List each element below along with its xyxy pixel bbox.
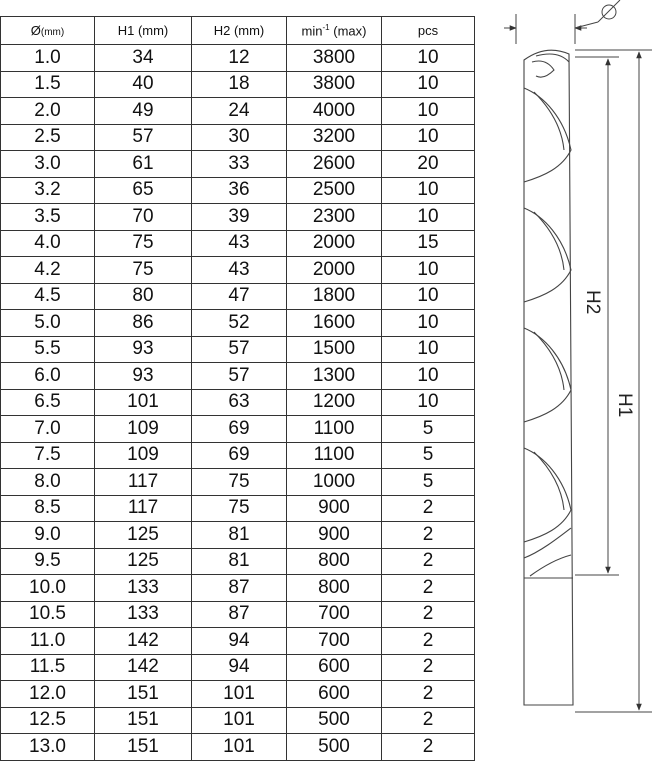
cell-h2: 57	[192, 336, 287, 363]
cell-h2: 81	[192, 522, 287, 549]
table-row	[1, 469, 475, 496]
cell-pcs: 10	[382, 98, 475, 125]
cell-diameter: 3.2	[1, 177, 95, 204]
cell-diameter: 3.0	[1, 151, 95, 178]
table-row	[1, 416, 475, 443]
cell-h2: 94	[192, 654, 287, 681]
cell-h2: 63	[192, 389, 287, 416]
header-h1: H1 (mm)	[95, 17, 192, 45]
table-row	[1, 124, 475, 151]
diameter-unit: (mm)	[40, 27, 65, 38]
drill-spec-table	[0, 16, 475, 761]
table-row	[1, 628, 475, 655]
cell-pcs: 2	[382, 575, 475, 602]
cell-h2: 43	[192, 257, 287, 284]
cell-h2: 69	[192, 442, 287, 469]
table-body	[1, 45, 475, 761]
cell-speed: 1100	[287, 416, 382, 443]
cell-pcs: 2	[382, 707, 475, 734]
cell-speed: 1500	[287, 336, 382, 363]
cell-h2: 33	[192, 151, 287, 178]
cell-diameter: 7.0	[1, 416, 95, 443]
table-row	[1, 230, 475, 257]
cell-h1: 117	[95, 469, 192, 496]
h1-dimension	[575, 50, 652, 712]
h2-dimension	[575, 57, 619, 575]
cell-h1: 57	[95, 124, 192, 151]
cell-h1: 93	[95, 336, 192, 363]
cell-h1: 75	[95, 230, 192, 257]
cell-diameter: 4.5	[1, 283, 95, 310]
table-row	[1, 575, 475, 602]
cell-diameter: 6.0	[1, 363, 95, 390]
table-row	[1, 257, 475, 284]
cell-diameter: 13.0	[1, 734, 95, 761]
cell-speed: 1000	[287, 469, 382, 496]
cell-speed: 900	[287, 522, 382, 549]
cell-pcs: 10	[382, 336, 475, 363]
cell-pcs: 10	[382, 177, 475, 204]
cell-pcs: 10	[382, 71, 475, 98]
cell-pcs: 2	[382, 601, 475, 628]
table-row	[1, 336, 475, 363]
cell-pcs: 10	[382, 389, 475, 416]
header-diameter	[1, 17, 95, 45]
cell-pcs: 10	[382, 257, 475, 284]
table-row	[1, 363, 475, 390]
cell-pcs: 2	[382, 522, 475, 549]
cell-h1: 151	[95, 734, 192, 761]
cell-diameter: 9.5	[1, 548, 95, 575]
cell-diameter: 2.0	[1, 98, 95, 125]
cell-h2: 57	[192, 363, 287, 390]
cell-h1: 133	[95, 601, 192, 628]
cell-h2: 75	[192, 495, 287, 522]
cell-speed: 1100	[287, 442, 382, 469]
cell-speed: 2300	[287, 204, 382, 231]
table-row	[1, 71, 475, 98]
cell-h1: 70	[95, 204, 192, 231]
cell-speed: 800	[287, 548, 382, 575]
cell-speed: 1300	[287, 363, 382, 390]
cell-pcs: 2	[382, 548, 475, 575]
cell-h1: 142	[95, 654, 192, 681]
cell-h1: 61	[95, 151, 192, 178]
cell-pcs: 10	[382, 363, 475, 390]
cell-h2: 81	[192, 548, 287, 575]
cell-h2: 30	[192, 124, 287, 151]
cell-h1: 34	[95, 45, 192, 72]
cell-pcs: 15	[382, 230, 475, 257]
cell-h2: 43	[192, 230, 287, 257]
cell-diameter: 12.5	[1, 707, 95, 734]
header-speed	[287, 17, 382, 45]
cell-pcs: 20	[382, 151, 475, 178]
table-row	[1, 734, 475, 761]
speed-exponent: -1	[322, 22, 330, 32]
cell-h1: 117	[95, 495, 192, 522]
cell-speed: 1200	[287, 389, 382, 416]
cell-h2: 12	[192, 45, 287, 72]
h1-label: H1	[614, 393, 635, 418]
cell-h1: 109	[95, 442, 192, 469]
cell-h1: 86	[95, 310, 192, 337]
cell-h2: 101	[192, 707, 287, 734]
cell-diameter: 2.5	[1, 124, 95, 151]
cell-h1: 49	[95, 98, 192, 125]
cell-diameter: 8.5	[1, 495, 95, 522]
table-header	[1, 17, 475, 45]
cell-h2: 18	[192, 71, 287, 98]
cell-speed: 700	[287, 601, 382, 628]
table-row	[1, 389, 475, 416]
cell-h2: 94	[192, 628, 287, 655]
cell-diameter: 10.5	[1, 601, 95, 628]
cell-speed: 900	[287, 495, 382, 522]
cell-speed: 600	[287, 654, 382, 681]
cell-h2: 101	[192, 681, 287, 708]
cell-speed: 500	[287, 734, 382, 761]
cell-h1: 65	[95, 177, 192, 204]
table-row	[1, 204, 475, 231]
cell-pcs: 2	[382, 734, 475, 761]
cell-speed: 2000	[287, 230, 382, 257]
diameter-symbol-icon	[598, 0, 620, 22]
cell-diameter: 11.5	[1, 654, 95, 681]
cell-h2: 101	[192, 734, 287, 761]
table-row	[1, 177, 475, 204]
diameter-dimension	[504, 14, 598, 44]
cell-h1: 125	[95, 522, 192, 549]
cell-h2: 39	[192, 204, 287, 231]
cell-h1: 133	[95, 575, 192, 602]
cell-pcs: 10	[382, 310, 475, 337]
cell-pcs: 2	[382, 495, 475, 522]
table-row	[1, 681, 475, 708]
cell-speed: 500	[287, 707, 382, 734]
table-row	[1, 707, 475, 734]
cell-speed: 600	[287, 681, 382, 708]
table-row	[1, 151, 475, 178]
cell-h2: 36	[192, 177, 287, 204]
cell-h1: 142	[95, 628, 192, 655]
table-row	[1, 522, 475, 549]
cell-speed: 700	[287, 628, 382, 655]
cell-pcs: 2	[382, 681, 475, 708]
speed-suffix: (max)	[333, 23, 367, 39]
cell-diameter: 3.5	[1, 204, 95, 231]
table-row	[1, 283, 475, 310]
table-row	[1, 442, 475, 469]
cell-diameter: 5.5	[1, 336, 95, 363]
header-h2: H2 (mm)	[192, 17, 287, 45]
cell-pcs: 5	[382, 442, 475, 469]
cell-h2: 87	[192, 575, 287, 602]
cell-h1: 101	[95, 389, 192, 416]
cell-diameter: 1.0	[1, 45, 95, 72]
cell-diameter: 12.0	[1, 681, 95, 708]
cell-pcs: 2	[382, 654, 475, 681]
cell-h1: 109	[95, 416, 192, 443]
cell-h1: 93	[95, 363, 192, 390]
cell-h1: 75	[95, 257, 192, 284]
cell-speed: 2000	[287, 257, 382, 284]
cell-diameter: 8.0	[1, 469, 95, 496]
cell-pcs: 5	[382, 416, 475, 443]
cell-pcs: 10	[382, 204, 475, 231]
table-row	[1, 45, 475, 72]
cell-h1: 125	[95, 548, 192, 575]
table-row	[1, 654, 475, 681]
cell-speed: 2500	[287, 177, 382, 204]
cell-speed: 3200	[287, 124, 382, 151]
cell-speed: 2600	[287, 151, 382, 178]
cell-h2: 52	[192, 310, 287, 337]
cell-diameter: 4.0	[1, 230, 95, 257]
table-row	[1, 548, 475, 575]
cell-h2: 47	[192, 283, 287, 310]
cell-h1: 40	[95, 71, 192, 98]
cell-pcs: 10	[382, 45, 475, 72]
cell-h1: 151	[95, 681, 192, 708]
cell-pcs: 10	[382, 124, 475, 151]
cell-h2: 87	[192, 601, 287, 628]
cell-diameter: 1.5	[1, 71, 95, 98]
cell-h2: 69	[192, 416, 287, 443]
cell-speed: 3800	[287, 45, 382, 72]
cell-h1: 151	[95, 707, 192, 734]
speed-base: min	[301, 23, 323, 39]
cell-diameter: 7.5	[1, 442, 95, 469]
diameter-symbol: Ø	[30, 23, 41, 38]
drill-bit-diagram	[474, 0, 652, 750]
drill-bit	[524, 50, 573, 705]
header-row	[1, 17, 475, 45]
table-row	[1, 310, 475, 337]
cell-h2: 24	[192, 98, 287, 125]
cell-speed: 800	[287, 575, 382, 602]
cell-pcs: 5	[382, 469, 475, 496]
table-row	[1, 98, 475, 125]
cell-diameter: 4.2	[1, 257, 95, 284]
cell-speed: 4000	[287, 98, 382, 125]
cell-diameter: 6.5	[1, 389, 95, 416]
header-pcs: pcs	[382, 17, 475, 45]
cell-diameter: 10.0	[1, 575, 95, 602]
cell-speed: 1800	[287, 283, 382, 310]
cell-diameter: 11.0	[1, 628, 95, 655]
cell-h2: 75	[192, 469, 287, 496]
cell-speed: 1600	[287, 310, 382, 337]
h2-label: H2	[582, 290, 603, 315]
cell-h1: 80	[95, 283, 192, 310]
cell-diameter: 9.0	[1, 522, 95, 549]
table-row	[1, 601, 475, 628]
cell-diameter: 5.0	[1, 310, 95, 337]
cell-pcs: 2	[382, 628, 475, 655]
cell-speed: 3800	[287, 71, 382, 98]
cell-pcs: 10	[382, 283, 475, 310]
table-row	[1, 495, 475, 522]
